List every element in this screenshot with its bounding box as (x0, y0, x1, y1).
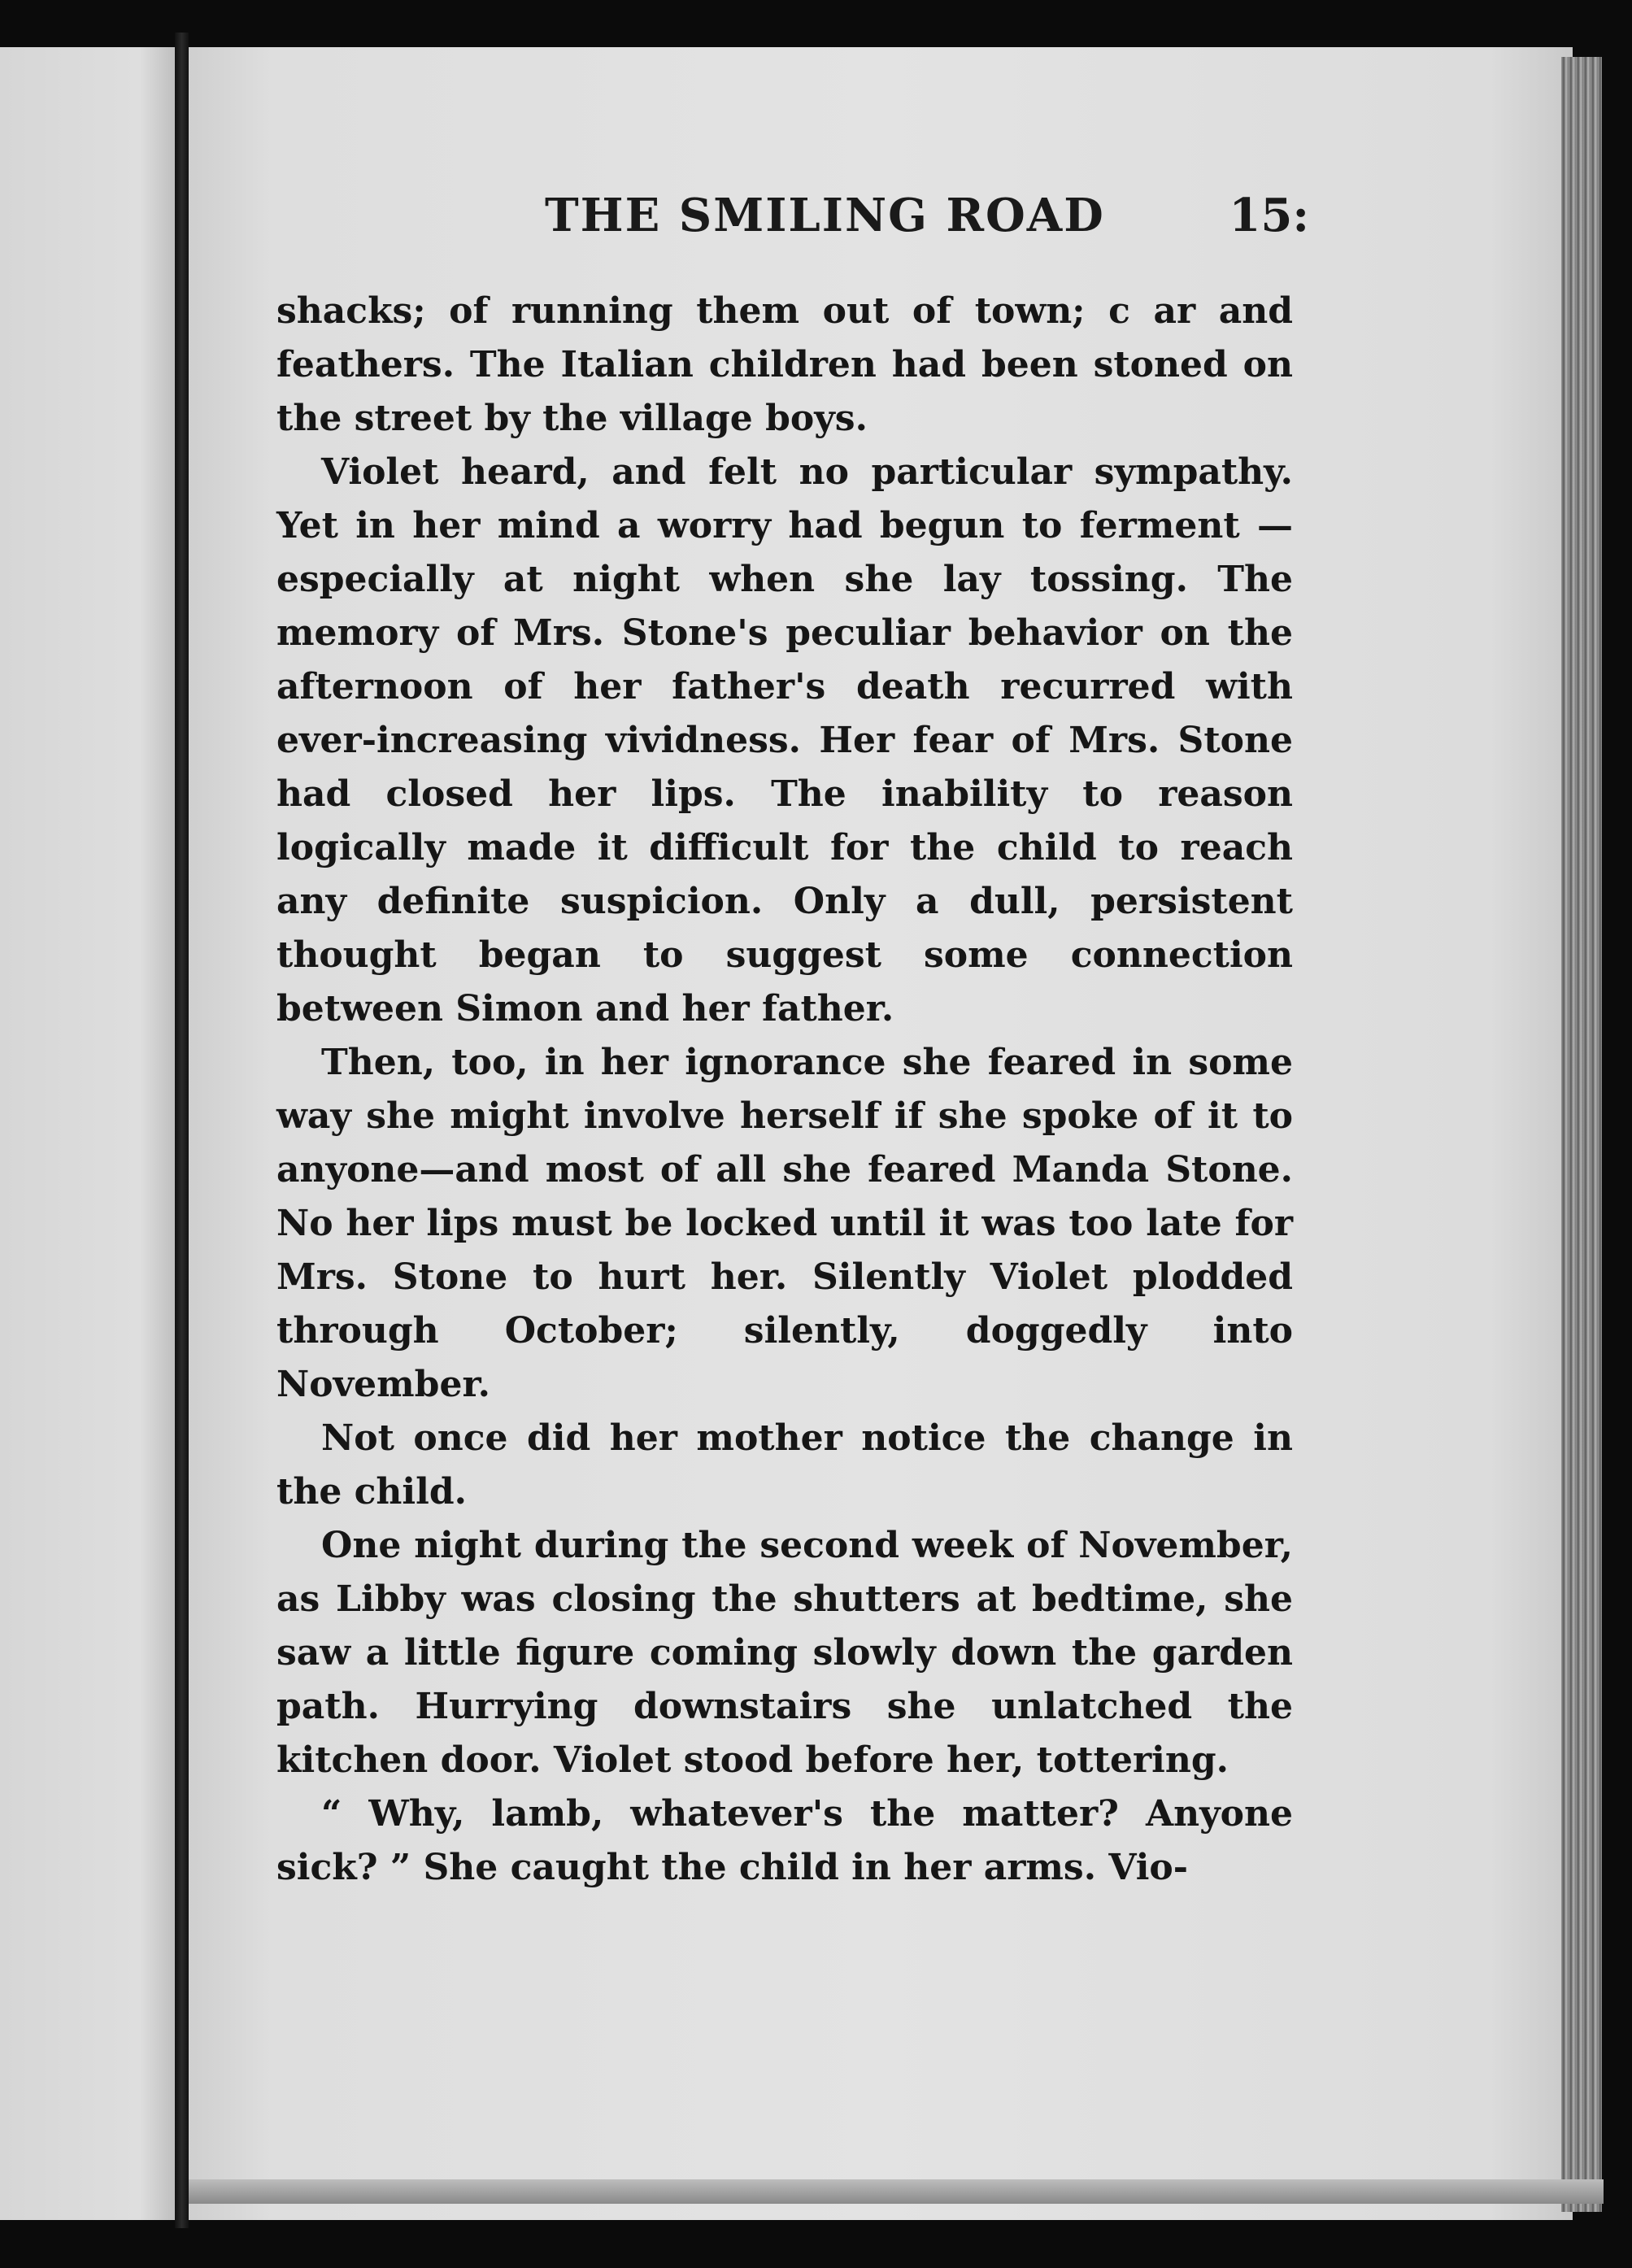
paragraph-1: shacks; of running them out of town; c ar and feathers. The Italian children had been stoned on the street by the village boys. (276, 290, 1293, 439)
body-text (276, 285, 1293, 1895)
page-number: 15: (1229, 189, 1309, 242)
page-stack-edge (1561, 57, 1602, 2212)
paragraph-6: “ Why, lamb, whatever's the matter? Anyone sick? ” She caught the child in her arms. Vio- (276, 1793, 1293, 1888)
facing-page-edge (0, 47, 175, 2220)
page-bottom-edge (189, 2179, 1604, 2204)
paragraph-4: Not once did her mother notice the change in the child. (276, 1417, 1293, 1513)
paragraph-2: Violet heard, and felt no particular sympathy. Yet in her mind a worry had begun to ferment —especially at night when she lay tossing. The memory of Mrs. Stone's peculiar behavior on the afternoon of her father's death recurred with ever-increasing vividness. Her fear of Mrs. Stone had closed her lips. The inability to reason logically made it difficult for the child to reach any definite suspicion. Only a dull, persistent thought began to suggest some connection between Simon and her father. (276, 451, 1293, 1030)
page-header (276, 189, 1309, 246)
book-gutter (175, 33, 189, 2228)
paragraph-3: Then, too, in her ignorance she feared in some way she might involve herself if she spoke of it to anyone—and most of all she feared Manda Stone. No her lips must be locked until it was too late for Mrs. Stone to hurt her. Silently Violet plodded through October; silently, doggedly into November. (276, 1042, 1293, 1405)
running-title: THE SMILING ROAD (545, 189, 1105, 242)
paragraph-5: One night during the second week of November, as Libby was closing the shutters at bedtime, she saw a little figure coming slowly down the garden path. Hurrying downstairs she unlatched the kitchen door. Violet stood before her, tottering. (276, 1525, 1293, 1781)
